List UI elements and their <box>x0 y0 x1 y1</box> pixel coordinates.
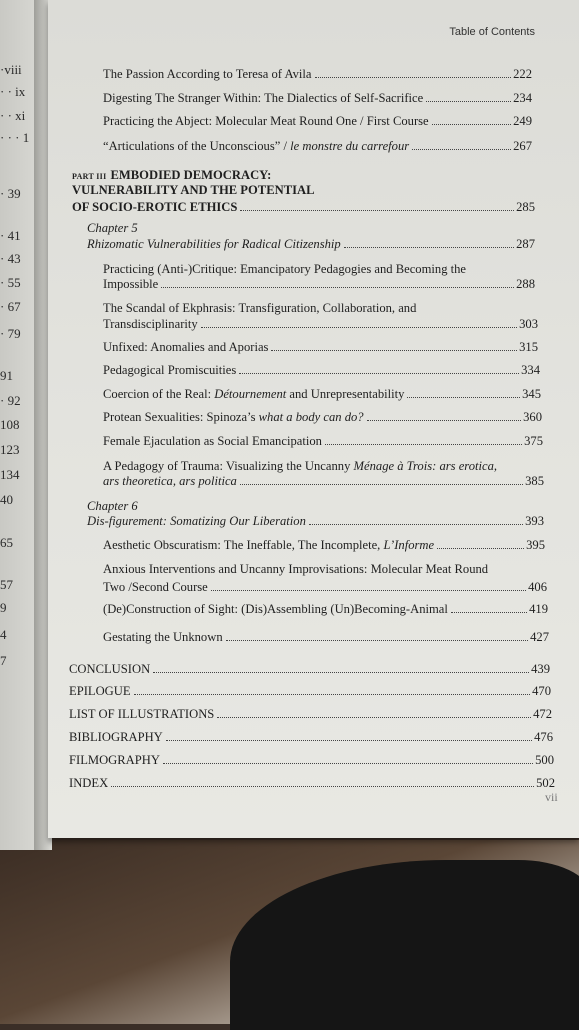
entry-page: 406 <box>528 580 547 594</box>
toc-entry <box>103 473 544 489</box>
entry-title: FILMOGRAPHY <box>69 753 160 767</box>
entry-title: Rhizomatic Vulnerabilities for Radical Citizenship <box>87 237 341 251</box>
toc-entry <box>103 339 538 355</box>
toc-entry <box>69 706 552 722</box>
entry-page: 287 <box>516 237 535 251</box>
entry-page: 345 <box>522 387 541 401</box>
entry-title-italic: Détournement <box>214 387 287 401</box>
toc-entry <box>103 90 532 106</box>
entry-title-italic: L’Informe <box>383 538 435 552</box>
entry-page: 439 <box>531 662 550 676</box>
entry-title: Pedagogical Promiscuities <box>103 363 237 377</box>
entry-title: Practicing (Anti-)Critique: Emancipatory Pedagogies and Becoming the <box>103 262 467 276</box>
toc-entry <box>69 683 551 699</box>
entry-page: 303 <box>519 317 538 331</box>
toc-page <box>48 0 579 838</box>
left-page-number: · · · 1 <box>0 130 30 145</box>
entry-page: 393 <box>525 514 544 528</box>
toc-entry <box>103 629 549 645</box>
left-page-number: 57 <box>0 577 13 592</box>
entry-title-italic: what a body can do? <box>258 410 364 424</box>
toc-entry <box>69 729 553 745</box>
entry-title: Protean Sexualities: Spinoza’s <box>103 410 259 424</box>
entry-page: 375 <box>524 434 543 448</box>
toc-entry <box>69 775 555 791</box>
left-page-number: 108 <box>0 417 20 432</box>
toc-entry <box>103 362 540 378</box>
entry-page: 427 <box>530 630 549 644</box>
entry-title: Digesting The Stranger Within: The Dialectics of Self-Sacrifice <box>103 91 424 105</box>
entry-title: Female Ejaculation as Social Emancipation <box>103 434 322 448</box>
left-page-number: · 67 <box>0 299 21 314</box>
entry-title: Transdisciplinarity <box>103 317 198 331</box>
entry-page: 334 <box>521 363 540 377</box>
entry-page: 285 <box>516 200 535 214</box>
entry-page: 249 <box>513 114 532 128</box>
left-page-number: 91 <box>0 368 13 383</box>
entry-title: Anxious Interventions and Uncanny Improvisations: Molecular Meat Round <box>103 562 489 576</box>
left-page-number: · 79 <box>0 326 21 341</box>
left-page-number: · · xi <box>0 108 26 123</box>
left-page-number: 4 <box>0 627 7 642</box>
part-heading-line: VULNERABILITY AND THE POTENTIAL <box>72 183 315 197</box>
left-page-number: · 39 <box>0 186 21 201</box>
entry-page: 360 <box>523 410 542 424</box>
entry-page: 476 <box>534 730 553 744</box>
toc-entry <box>103 113 532 129</box>
entry-title: Gestating the Unknown <box>103 630 223 644</box>
left-page-number: ·viii <box>0 62 22 77</box>
entry-title-italic: Ménage à Trois: ars erotica, <box>353 459 498 473</box>
entry-title: EPILOGUE <box>69 684 131 698</box>
toc-entry <box>103 409 542 425</box>
entry-title: INDEX <box>69 776 109 790</box>
toc-entry <box>103 433 543 449</box>
left-page-number: · 92 <box>0 393 21 408</box>
toc-entry <box>103 537 545 553</box>
chapter-label: Chapter 5 <box>87 221 138 235</box>
toc-entry <box>103 579 547 595</box>
entry-title: The Passion According to Teresa of Avila <box>103 67 312 81</box>
toc-entry <box>87 513 544 529</box>
entry-title: CONCLUSION <box>69 662 151 676</box>
entry-title: ars theoretica, ars politica <box>103 474 237 488</box>
entry-title: Dis-figurement: Somatizing Our Liberation <box>87 514 306 528</box>
entry-title: Practicing the Abject: Molecular Meat Round One / First Course <box>103 114 429 128</box>
entry-title: Impossible <box>103 277 159 291</box>
left-page-number: 134 <box>0 467 20 482</box>
entry-page: 222 <box>513 67 532 81</box>
toc-entry: Coercion of the Real: Détournement and Unrepresentability 345 <box>103 387 541 401</box>
entry-page: 502 <box>536 776 555 790</box>
page-folio: vii <box>545 790 558 804</box>
entry-page: 500 <box>535 753 554 767</box>
entry-page: 472 <box>533 707 552 721</box>
running-header: Table of Contents <box>449 26 535 38</box>
entry-title: BIBLIOGRAPHY <box>69 730 163 744</box>
toc-entry <box>103 66 532 82</box>
toc-entry <box>103 601 548 617</box>
entry-title: A Pedagogy of Trauma: Visualizing the Uncanny Ménage à Trois: ars erotica, <box>103 459 498 473</box>
entry-title: Aesthetic Obscuratism: The Ineffable, The Incomplete, <box>103 538 384 552</box>
entry-page: 385 <box>525 474 544 488</box>
entry-title: LIST OF ILLUSTRATIONS <box>69 707 215 721</box>
entry-title-italic: le monstre du carrefour <box>290 139 410 153</box>
entry-title: Coercion of the Real: <box>103 387 215 401</box>
left-page-number: · 55 <box>0 275 21 290</box>
entry-title: OF SOCIO-EROTIC ETHICS <box>72 200 238 214</box>
toc-entry <box>69 752 554 768</box>
entry-title: Two /Second Course <box>103 580 208 594</box>
left-page-number: · · ix <box>0 84 26 99</box>
entry-page: 267 <box>513 139 532 153</box>
entry-title: (De)Construction of Sight: (Dis)Assembling (Un)Becoming-Animal <box>103 602 448 616</box>
left-page-number: 7 <box>0 653 7 668</box>
left-page-number: · 43 <box>0 251 21 266</box>
entry-page: 288 <box>516 277 535 291</box>
part-heading: PART III EMBODIED DEMOCRACY: <box>72 168 272 182</box>
entry-page: 234 <box>513 91 532 105</box>
entry-page: 315 <box>519 340 538 354</box>
toc-entry <box>103 138 532 154</box>
chapter-label: Chapter 6 <box>87 499 138 513</box>
toc-entry <box>103 276 535 292</box>
entry-page: 419 <box>529 602 548 616</box>
left-page-number: · 41 <box>0 228 21 243</box>
left-page-number: 9 <box>0 600 7 615</box>
part-label: PART III <box>72 172 107 181</box>
entry-page: 470 <box>532 684 551 698</box>
toc-entry <box>103 316 538 332</box>
entry-title: The Scandal of Ekphrasis: Transfiguration, Collaboration, and <box>103 301 417 315</box>
entry-title: “Articulations of the Unconscious” / <box>103 139 291 153</box>
left-page-number: 40 <box>0 492 13 507</box>
toc-entry <box>72 199 535 215</box>
toc-entry <box>69 661 550 677</box>
left-page-number: 65 <box>0 535 13 550</box>
entry-page: 395 <box>526 538 545 552</box>
entry-title: Unfixed: Anomalies and Aporias <box>103 340 269 354</box>
toc-entry <box>87 236 535 252</box>
left-page-number: 123 <box>0 442 20 457</box>
